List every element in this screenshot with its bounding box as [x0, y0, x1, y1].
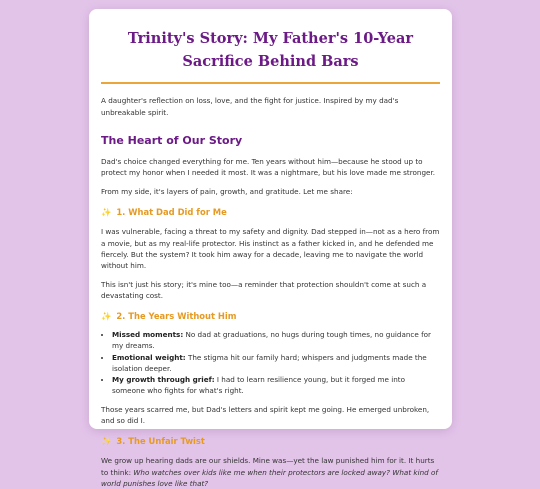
- subsection-1-paragraph-2: This isn't just his story; it's mine too—a reminder that protection shouldn't come at such a devastating cost.: [101, 280, 427, 301]
- list-item-text: I had to learn resilience young, but it forged me into someone who fights for what's right.: [112, 374, 405, 396]
- subsection-3-question: Who watches over kids like me when their protectors are locked away? What kind of world punishes love like that?: [101, 467, 438, 488]
- subsection-title-3: 3. The Unfair Twist: [116, 436, 205, 447]
- list-item-label: Missed moments:: [112, 330, 184, 340]
- heart-paragraph-1: Dad's choice changed everything for me. Ten years without him—because he stood up to protect my honor when I needed it most. It was a nightmare, but his love made me stronger.: [101, 156, 436, 178]
- sparkles-icon: ✨: [101, 436, 112, 447]
- list-item: [112, 329, 440, 351]
- sparkles-icon: ✨: [101, 311, 112, 322]
- story-card: [89, 9, 452, 488]
- subsection-3-text: We grow up hearing dads are our shields. Mine was—yet the law punished him for it. It hurts to think:: [101, 456, 435, 477]
- section-heading-heart: The Heart of Our Story: [101, 133, 243, 147]
- list-item-label: Emotional weight:: [112, 352, 186, 362]
- subsection-3-paragraph-1: [101, 455, 440, 488]
- subsection-heading-1: [101, 207, 440, 218]
- subsection-1-paragraph-1: I was vulnerable, facing a threat to my safety and dignity. Dad stepped in—not as a hero from a movie, but as my real-life protector. His instinct as a father kicked in, and he defended me fiercely. But the system? It took him away for a decade, leaving me to navigate the world without him.: [101, 227, 440, 270]
- subsection-title-2: 2. The Years Without Him: [116, 311, 237, 322]
- page-title: Trinity's Story: My Father's 10-Year Sacrifice Behind Bars: [101, 27, 440, 84]
- subsection-heading-3: [101, 436, 440, 447]
- list-item-label: My growth through grief:: [112, 374, 215, 384]
- subsection-2-paragraph-1: Those years scarred me, but Dad's letters and spirit kept me going. He emerged unbroken, and so did I.: [101, 405, 430, 426]
- list-item-text: No dad at graduations, no hugs during tough times, no guidance for my dreams.: [112, 330, 431, 351]
- list-item-text: The stigma hit our family hard; whispers and judgments made the isolation deeper.: [112, 352, 427, 373]
- subsection-heading-2: [101, 311, 440, 322]
- bullet-list: [101, 329, 440, 396]
- heart-paragraph-2: From my side, it's layers of pain, growth, and gratitude. Let me share:: [101, 187, 353, 197]
- subsection-title-1: 1. What Dad Did for Me: [116, 207, 227, 218]
- list-item: [112, 352, 440, 374]
- intro-text: A daughter's reflection on loss, love, and the fight for justice. Inspired by my dad's unbreakable spirit.: [101, 96, 399, 117]
- sparkles-icon: ✨: [101, 207, 112, 218]
- list-item: [112, 374, 440, 396]
